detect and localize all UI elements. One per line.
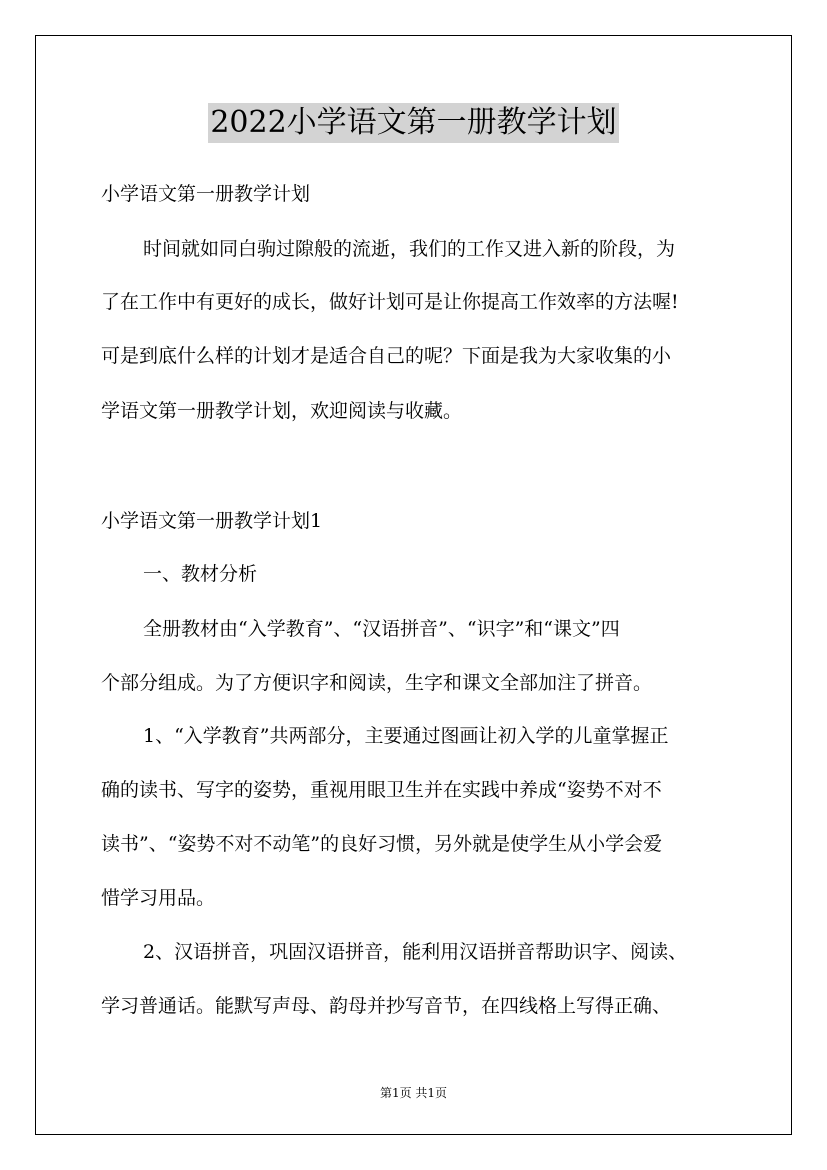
- paragraph-line: 全册教材由“入学教育”、“汉语拼音”、“识字”和“课文”四: [143, 618, 620, 640]
- page-footer: 第1页 共1页: [379, 1086, 448, 1100]
- subtitle: 小学语文第一册教学计划: [101, 183, 311, 205]
- intro-line: 学语文第一册教学计划，欢迎阅读与收藏。: [101, 400, 463, 422]
- paragraph-line: 学习普通话。能默写声母、韵母并抄写音节，在四线格上写得正确、: [101, 995, 672, 1017]
- intro-line: 时间就如同白驹过隙般的流逝，我们的工作又进入新的阶段，为: [143, 238, 676, 260]
- paragraph-line: 2、汉语拼音，巩固汉语拼音，能利用汉语拼音帮助识字、阅读、: [143, 941, 688, 963]
- intro-line: 可是到底什么样的计划才是适合自己的呢？下面是我为大家收集的小: [101, 345, 672, 367]
- paragraph-line: 1、“入学教育”共两部分，主要通过图画让初入学的儿童掌握正: [143, 725, 669, 747]
- paragraph-line: 惜学习用品。: [101, 887, 216, 909]
- item-heading: 一、教材分析: [143, 563, 258, 585]
- paragraph-line: 确的读书、写字的姿势，重视用眼卫生并在实践中养成“姿势不对不: [101, 779, 662, 801]
- paragraph-line: 读书”、“姿势不对不动笔”的良好习惯，另外就是使学生从小学会爱: [101, 833, 663, 855]
- document-title: 2022小学语文第一册教学计划: [208, 103, 618, 143]
- section-heading: 小学语文第一册教学计划1: [101, 510, 323, 532]
- intro-line: 了在工作中有更好的成长，做好计划可是让你提高工作效率的方法喔!: [101, 291, 679, 313]
- paragraph-line: 个部分组成。为了方便识字和阅读，生字和课文全部加注了拼音。: [101, 672, 653, 694]
- title-wrap: [0, 103, 827, 143]
